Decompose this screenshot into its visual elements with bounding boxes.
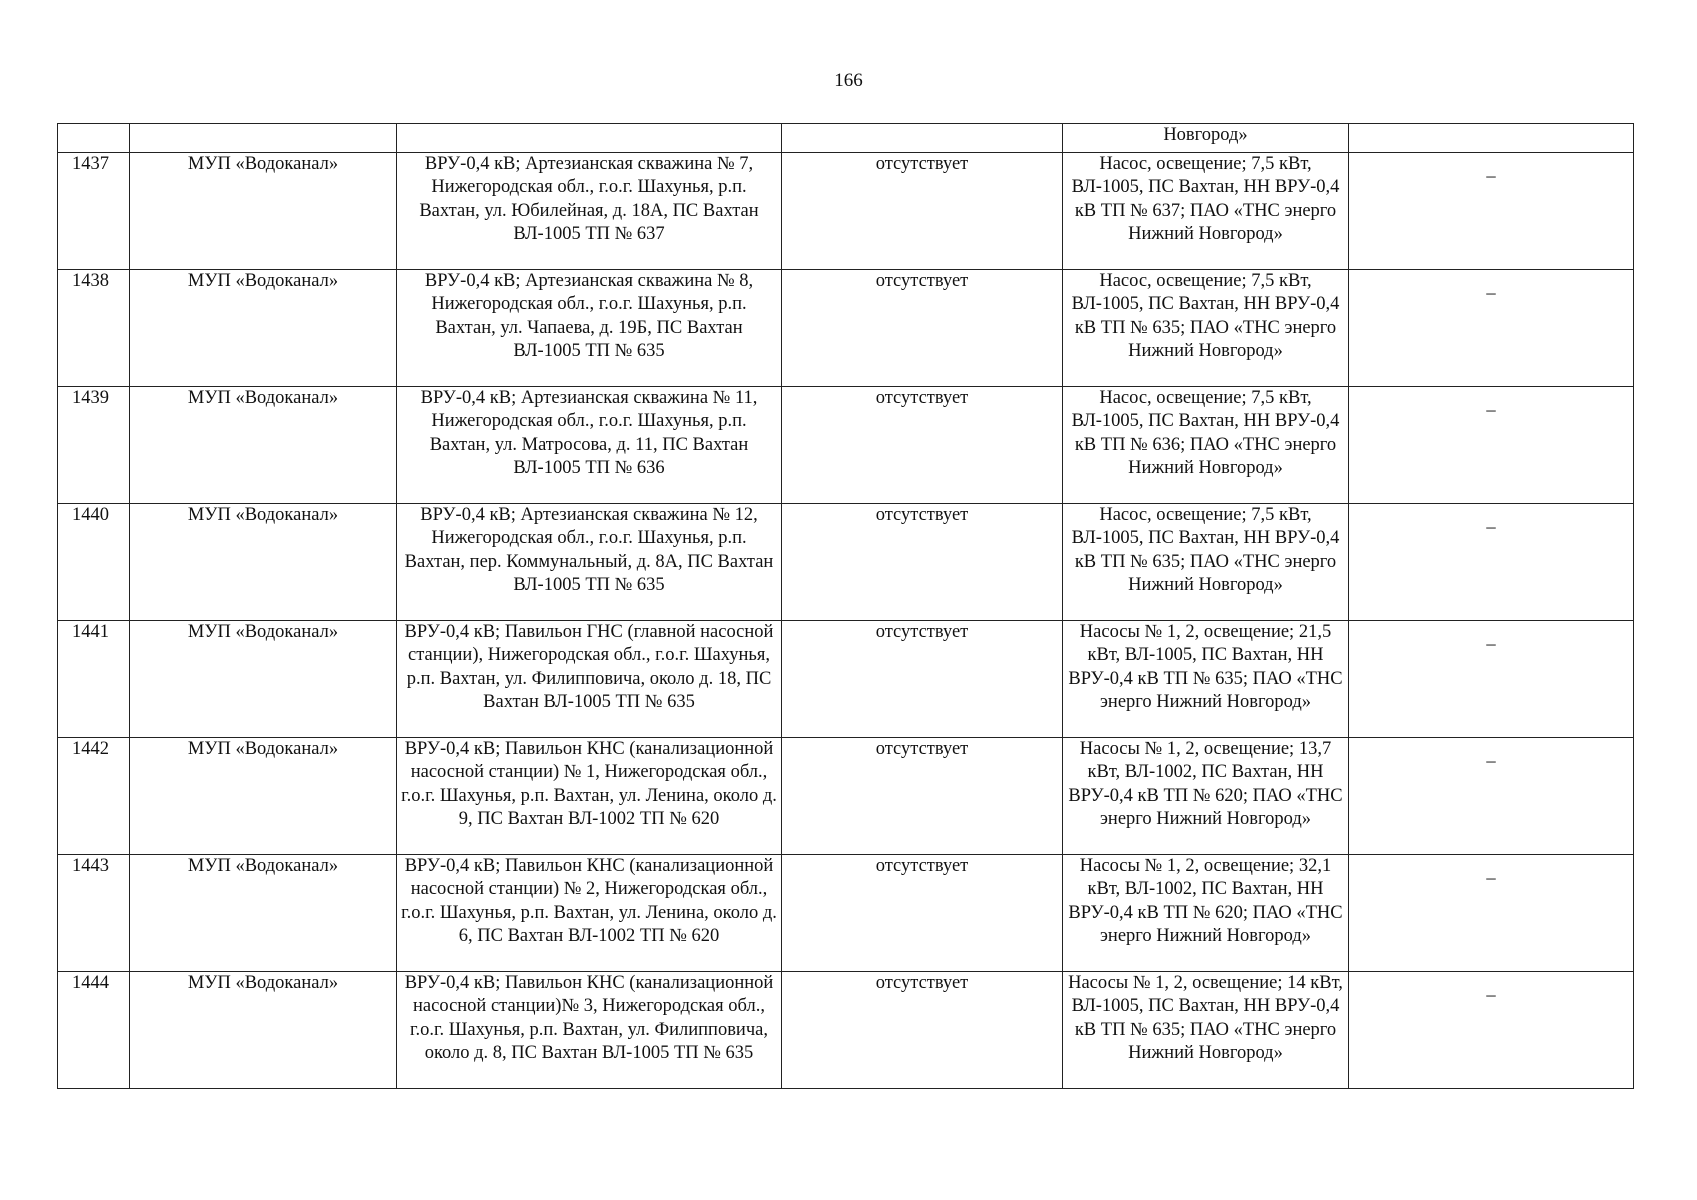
table-row (58, 855, 1634, 972)
row-number: 1440 (58, 504, 130, 621)
organization: МУП «Водоканал» (130, 270, 397, 387)
status: отсутствует (782, 153, 1063, 270)
object-description: ВРУ-0,4 кВ; Артезианская скважина № 7, Нижегородская обл., г.о.г. Шахунья, р.п. Вахтан, ул. Юбилейная, д. 18А, ПС Вахтан ВЛ-1005 ТП № 637 (397, 153, 782, 270)
load-description: Насос, освещение; 7,5 кВт, ВЛ-1005, ПС Вахтан, НН ВРУ-0,4 кВ ТП № 635; ПАО «ТНС энерго Нижний Новгород» (1063, 504, 1349, 621)
organization: МУП «Водоканал» (130, 855, 397, 972)
table-cell (58, 124, 130, 153)
note-dash: _ (1486, 628, 1496, 648)
row-number: 1437 (58, 153, 130, 270)
table-row (58, 504, 1634, 621)
table-row (58, 738, 1634, 855)
page-number: 166 (834, 70, 863, 91)
load-description: Насосы № 1, 2, освещение; 21,5 кВт, ВЛ-1005, ПС Вахтан, НН ВРУ-0,4 кВ ТП № 635; ПАО «ТНС энерго Нижний Новгород» (1063, 621, 1349, 738)
object-description: ВРУ-0,4 кВ; Артезианская скважина № 11, Нижегородская обл., г.о.г. Шахунья, р.п. Вахтан, ул. Матросова, д. 11, ПС Вахтан ВЛ-1005 ТП № 636 (397, 387, 782, 504)
note-dash: _ (1486, 277, 1496, 297)
status: отсутствует (782, 972, 1063, 1089)
object-description: ВРУ-0,4 кВ; Артезианская скважина № 12, Нижегородская обл., г.о.г. Шахунья, р.п. Вахтан, пер. Коммунальный, д. 8А, ПС Вахтан ВЛ-1005 ТП № 635 (397, 504, 782, 621)
objects-table (57, 123, 1634, 1089)
table-row (58, 153, 1634, 270)
organization: МУП «Водоканал» (130, 504, 397, 621)
note-dash: _ (1486, 745, 1496, 765)
organization: МУП «Водоканал» (130, 387, 397, 504)
table-cell (1349, 124, 1634, 153)
note-dash: _ (1486, 160, 1496, 180)
table-row (58, 270, 1634, 387)
status: отсутствует (782, 855, 1063, 972)
table-cell (130, 124, 397, 153)
load-description: Насосы № 1, 2, освещение; 32,1 кВт, ВЛ-1002, ПС Вахтан, НН ВРУ-0,4 кВ ТП № 620; ПАО «ТНС энерго Нижний Новгород» (1063, 855, 1349, 972)
continuation-row (58, 124, 1634, 153)
row-number: 1442 (58, 738, 130, 855)
load-description: Насос, освещение; 7,5 кВт, ВЛ-1005, ПС Вахтан, НН ВРУ-0,4 кВ ТП № 636; ПАО «ТНС энерго Нижний Новгород» (1063, 387, 1349, 504)
table-cell (782, 124, 1063, 153)
object-description: ВРУ-0,4 кВ; Павильон КНС (канализационной насосной станции)№ 3, Нижегородская обл., г.о.г. Шахунья, р.п. Вахтан, ул. Филипповича, около д. 8, ПС Вахтан ВЛ-1005 ТП № 635 (397, 972, 782, 1089)
organization: МУП «Водоканал» (130, 621, 397, 738)
object-description: ВРУ-0,4 кВ; Павильон ГНС (главной насосной станции), Нижегородская обл., г.о.г. Шахунья, р.п. Вахтан, ул. Филипповича, около д. 18, ПС Вахтан ВЛ-1005 ТП № 635 (397, 621, 782, 738)
organization: МУП «Водоканал» (130, 738, 397, 855)
note-dash: _ (1486, 979, 1496, 999)
object-description: ВРУ-0,4 кВ; Павильон КНС (канализационной насосной станции) № 1, Нижегородская обл., г.о.г. Шахунья, р.п. Вахтан, ул. Ленина, около д. 9, ПС Вахтан ВЛ-1002 ТП № 620 (397, 738, 782, 855)
status: отсутствует (782, 504, 1063, 621)
status: отсутствует (782, 270, 1063, 387)
organization: МУП «Водоканал» (130, 153, 397, 270)
table-row (58, 621, 1634, 738)
table-row (58, 972, 1634, 1089)
load-description: Насосы № 1, 2, освещение; 13,7 кВт, ВЛ-1002, ПС Вахтан, НН ВРУ-0,4 кВ ТП № 620; ПАО «ТНС энерго Нижний Новгород» (1063, 738, 1349, 855)
status: отсутствует (782, 621, 1063, 738)
row-number: 1444 (58, 972, 130, 1089)
organization: МУП «Водоканал» (130, 972, 397, 1089)
table-cell (397, 124, 782, 153)
status: отсутствует (782, 387, 1063, 504)
row-number: 1441 (58, 621, 130, 738)
status: отсутствует (782, 738, 1063, 855)
note-dash: _ (1486, 511, 1496, 531)
note-dash: _ (1486, 862, 1496, 882)
table-cell-load: Новгород» (1063, 124, 1349, 153)
table-row (58, 387, 1634, 504)
object-description: ВРУ-0,4 кВ; Павильон КНС (канализационной насосной станции) № 2, Нижегородская обл., г.о.г. Шахунья, р.п. Вахтан, ул. Ленина, около д. 6, ПС Вахтан ВЛ-1002 ТП № 620 (397, 855, 782, 972)
note-dash: _ (1486, 394, 1496, 414)
load-description: Насос, освещение; 7,5 кВт, ВЛ-1005, ПС Вахтан, НН ВРУ-0,4 кВ ТП № 635; ПАО «ТНС энерго Нижний Новгород» (1063, 270, 1349, 387)
load-description: Насос, освещение; 7,5 кВт, ВЛ-1005, ПС Вахтан, НН ВРУ-0,4 кВ ТП № 637; ПАО «ТНС энерго Нижний Новгород» (1063, 153, 1349, 270)
object-description: ВРУ-0,4 кВ; Артезианская скважина № 8, Нижегородская обл., г.о.г. Шахунья, р.п. Вахтан, ул. Чапаева, д. 19Б, ПС Вахтан ВЛ-1005 ТП № 635 (397, 270, 782, 387)
load-description: Насосы № 1, 2, освещение; 14 кВт, ВЛ-1005, ПС Вахтан, НН ВРУ-0,4 кВ ТП № 635; ПАО «ТНС энерго Нижний Новгород» (1063, 972, 1349, 1089)
row-number: 1438 (58, 270, 130, 387)
row-number: 1443 (58, 855, 130, 972)
row-number: 1439 (58, 387, 130, 504)
